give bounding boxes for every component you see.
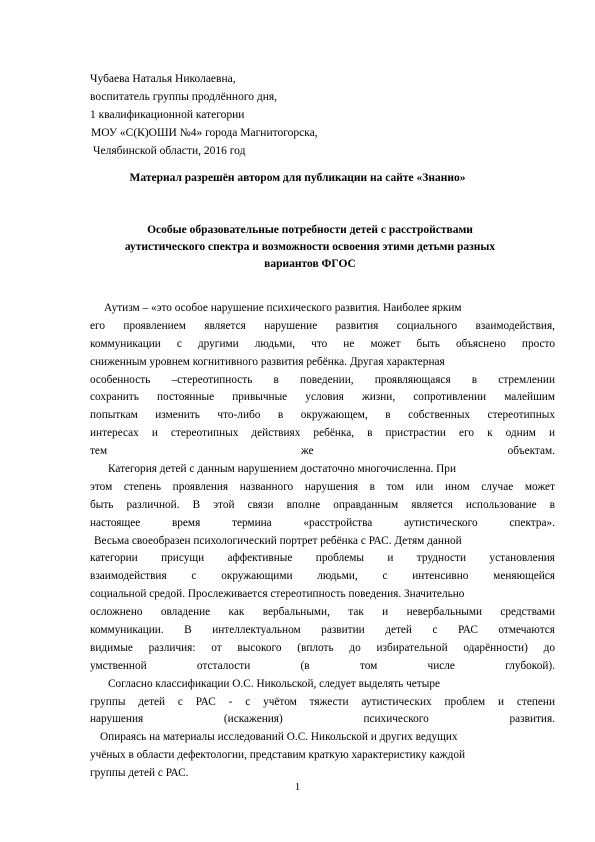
title-line: вариантов ФГОС	[264, 258, 356, 270]
body-line: попыткам изменить что-либо в окружающем, в собственных стереотипных	[90, 409, 555, 422]
author-region-year: Челябинской области, 2016 год	[93, 145, 246, 157]
page-number: 1	[294, 781, 301, 793]
body-line: коммуникации с другими людьми, что не может быть объяснено просто	[90, 337, 555, 350]
body-line: категории присущи аффективные проблемы и трудности установления	[90, 552, 555, 565]
body-line: учёных в области дефектологии, представим краткую характеристику каждой	[90, 749, 466, 762]
article-body	[90, 300, 555, 783]
body-line: осложнено овладение как вербальными, так и невербальными средствами	[90, 606, 555, 619]
body-line: этом степень проявления названного нарушения в том или ином случае может	[90, 480, 555, 493]
body-line: интересах и стереотипных действиях ребёнка, в пристрастии его к одним и	[90, 427, 555, 440]
author-name: Чубаева Наталья Николаевна,	[90, 73, 236, 85]
article-title	[100, 222, 520, 273]
author-category: 1 квалификационной категории	[90, 109, 245, 121]
body-line: взаимодействия с окружающими людьми, с интенсивно меняющейся	[90, 570, 555, 583]
body-line: настоящее время термина «расстройства аутистического спектра».	[90, 516, 555, 529]
title-line: аутистического спектра и возможности освоения этими детьми разных	[124, 241, 496, 253]
body-line: особенность –стереотипность в поведении, проявляющаяся в стремлении	[90, 373, 555, 386]
author-block	[90, 70, 318, 160]
body-line: группы детей с РАС.	[90, 767, 189, 780]
body-line: сниженным уровнем когнитивного развития ребёнка. Другая характерная	[90, 355, 445, 368]
body-line: социальной средой. Прослеживается стереотипность поведения. Значительно	[90, 588, 465, 601]
body-line: тем же объектам.	[90, 445, 555, 458]
body-line: его проявлением является нарушение развития социального взаимодействия,	[90, 319, 555, 332]
body-line: Согласно классификации О.С. Никольской, следует выделять четыре	[108, 677, 440, 690]
body-line: группы детей с РАС - с учётом тяжести аутистических проблем и степени	[90, 695, 555, 708]
body-line: умственной отсталости (в том числе глубокой).	[90, 659, 555, 672]
publication-notice: Материал разрешён автором для публикации на сайте «Знанио»	[129, 172, 466, 184]
body-line: сохранить постоянные привычные условия жизни, сопротивлении малейшим	[90, 391, 555, 404]
title-line: Особые образовательные потребности детей с расстройствами	[147, 224, 473, 236]
body-line: Аутизм – «это особое нарушение психического развития. Наиболее ярким	[104, 302, 462, 314]
body-line: быть различной. В этой связи вполне оправданным является использование в	[90, 498, 555, 511]
body-line: Категория детей с данным нарушением достаточно многочисленна. При	[108, 463, 456, 476]
body-line: видимые различия: от высокого (вплоть до избирательной одарённости) до	[90, 641, 555, 654]
body-line: коммуникации. В интеллектуальном развитии детей с РАС отмечаются	[90, 624, 555, 637]
author-position: воспитатель группы продлённого дня,	[90, 91, 278, 103]
body-line: нарушения (искажения) психического развития.	[90, 713, 555, 726]
body-line: Весьма своеобразен психологический портрет ребёнка с РАС. Детям данной	[94, 534, 462, 547]
author-school: МОУ «С(К)ОШИ №4» города Магнитогорска,	[91, 127, 318, 139]
body-line: Опираясь на материалы исследований О.С. Никольской и других ведущих	[100, 731, 458, 744]
